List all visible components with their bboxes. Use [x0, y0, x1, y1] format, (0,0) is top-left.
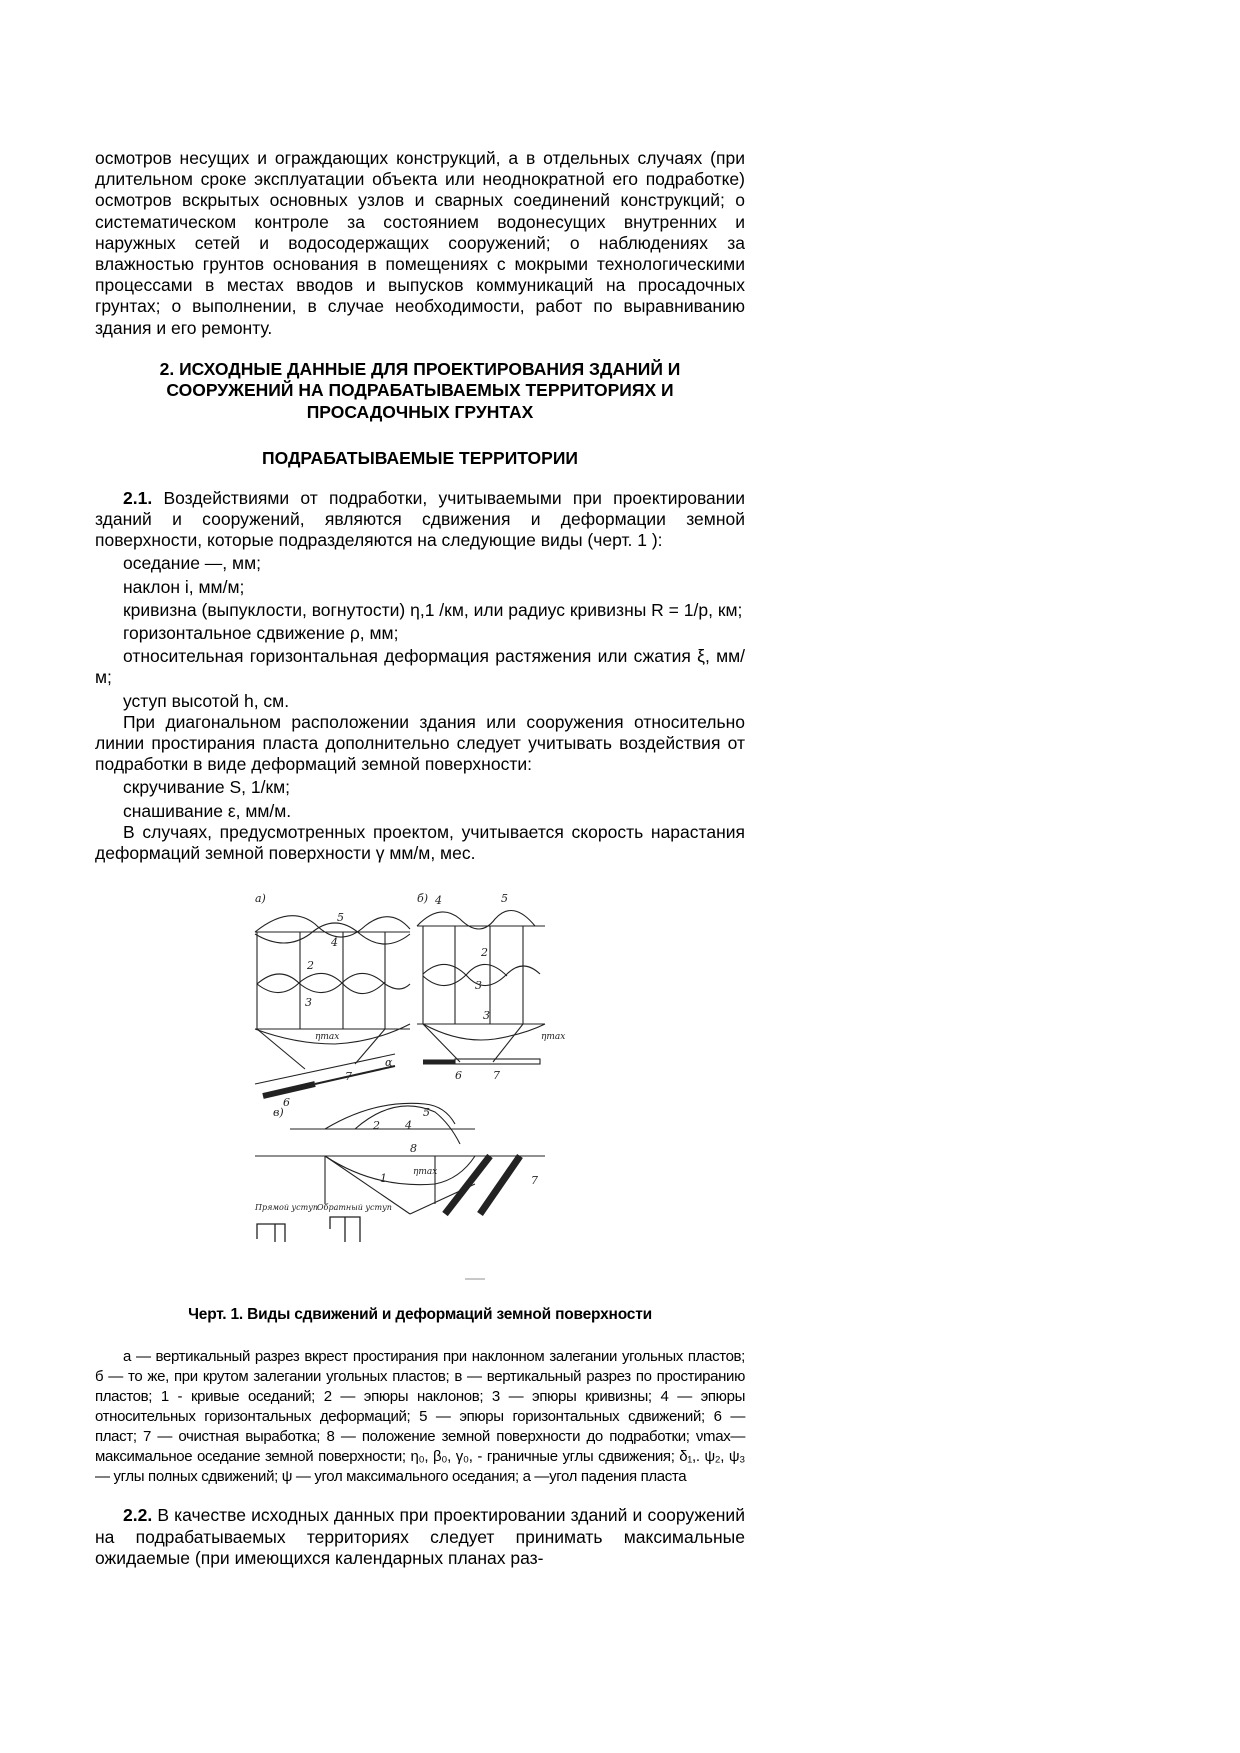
- label-5: 5: [337, 911, 344, 925]
- label-3-b: 3: [475, 979, 482, 993]
- label-8-v: 8: [410, 1142, 417, 1156]
- label-3: 3: [305, 996, 312, 1010]
- label-7-b: 7: [493, 1069, 500, 1083]
- clause-number: 2.1.: [123, 487, 153, 508]
- panel-b-label: б): [417, 892, 429, 906]
- list-item: скручивание S, 1/км;: [123, 777, 290, 798]
- clause-text: Воздействиями от подработки, учитываемыми при проектировании зданий и сооружений, являются сдвижения и деформации земной поверхности, которые подразделяются на следующие виды (черт. 1 ):: [95, 487, 745, 551]
- document-page: [95, 148, 745, 1569]
- clause-text: В качестве исходных данных при проектировании зданий и сооружений на подрабатываемых территориях следует принимать максимальные ожидаемые (при имеющихся календарных планах раз-: [95, 1505, 745, 1568]
- label-4-b: 4: [435, 894, 442, 908]
- paragraph-diagonal: При диагональном расположении здания или сооружения относительно линии простирания пласта дополнительно следует учитывать воздействия от подработки в виде деформаций земной поверхности:: [95, 711, 745, 775]
- list-item: кривизна (выпуклости, вогнутости) η,1 /км, или радиус кривизны R = 1/p, км;: [123, 599, 743, 620]
- label-2: 2: [307, 959, 314, 973]
- list-item: горизонтальное сдвижение ρ, мм;: [123, 623, 399, 644]
- label-6-b: 6: [455, 1069, 462, 1083]
- label-eta-max: ηmax: [315, 1032, 340, 1043]
- panel-a-label: а): [255, 892, 266, 906]
- deformation-diagram: [245, 884, 593, 1284]
- list-item: относительная горизонтальная деформация растяжения или сжатия ξ, мм/м;: [95, 646, 745, 688]
- label-eta-max-v: ηmax: [413, 1167, 438, 1178]
- label-5-v: 5: [423, 1106, 430, 1120]
- label-2-b: 2: [481, 946, 488, 960]
- figure-deformation-diagram: [245, 884, 593, 1284]
- label-7: 7: [345, 1070, 352, 1084]
- label-4-v: 4: [405, 1119, 412, 1133]
- label-reverse-step: Обратный уступ: [317, 1203, 392, 1213]
- figure-legend: а — вертикальный разрез вкрест простирания при наклонном залегании угольных пластов; б — то же, при крутом залегании угольных пластов; в — вертикальный разрез по простиранию пластов; 1 - кривые оседаний; 2 — эпюры наклонов; 3 — эпюры кривизны; 4 — эпюры относительных горизонтальных деформаций; 5 — эпюры горизонтальных сдвижений; 6 — пласт; 7 — очистная выработка; 8 — положение земной поверхности до подработки; νmax— максимальное оседание земной поверхности; η₀, β₀, γ₀, - граничные углы сдвижения; δ₁,. ψ₂, ψ₃— углы полных сдвижений; ψ — угол максимального оседания; а —угол падения пласта: [95, 1348, 745, 1486]
- label-2-v: 2: [373, 1119, 380, 1133]
- list-item: снашивание ε, мм/м.: [123, 800, 292, 821]
- label-6: 6: [283, 1096, 290, 1110]
- label-5-b: 5: [501, 892, 508, 906]
- paragraph-2-2: [95, 1505, 745, 1569]
- label-alpha: α: [385, 1056, 393, 1070]
- paragraph-top: осмотров несущих и ограждающих конструкций, а в отдельных случаях (при длительном сроке эксплуатации объекта или неоднократной его подработке) осмотров вскрытых основных узлов и сварных соединений конструкций; о систематическом контроле за состоянием водонесущих внутренних и наружных сетей и водосодержащих сооружений; о наблюдениях за влажностью грунтов основания в помещениях с мокрыми технологическими процессами в местах вводов и выпусков коммуникаций на просадочных грунтах; о выполнении, в случае необходимости, работ по выравниванию здания и его ремонту.: [95, 148, 745, 338]
- label-eta-max-b: ηmax: [541, 1032, 566, 1043]
- list-item: оседание —, мм;: [123, 553, 261, 574]
- panel-v-label: в): [273, 1106, 284, 1120]
- clause-number: 2.2.: [123, 1505, 153, 1526]
- figure-caption: Черт. 1. Виды сдвижений и деформаций земной поверхности: [188, 1306, 652, 1324]
- label-7-v: 7: [531, 1174, 538, 1188]
- section-heading: 2. ИСХОДНЫЕ ДАННЫЕ ДЛЯ ПРОЕКТИРОВАНИЯ ЗДАНИЙ И СООРУЖЕНИЙ НА ПОДРАБАТЫВАЕМЫХ ТЕРРИТОРИЯХ И ПРОСАДОЧНЫХ ГРУНТАХ: [159, 358, 681, 422]
- subsection-heading: ПОДРАБАТЫВАЕМЫЕ ТЕРРИТОРИИ: [262, 448, 578, 469]
- label-1-v: 1: [380, 1172, 387, 1186]
- paragraph-speed: В случаях, предусмотренных проектом, учитывается скорость нарастания деформаций земной поверхности γ мм/м, мес.: [95, 821, 745, 864]
- label-3-b2: 3: [483, 1009, 490, 1023]
- paragraph-2-1: [95, 488, 745, 552]
- list-item: уступ высотой h, см.: [123, 690, 290, 711]
- list-item: наклон i, мм/м;: [123, 576, 245, 597]
- label-direct-step: Прямой уступ: [255, 1203, 319, 1213]
- label-4: 4: [331, 936, 338, 950]
